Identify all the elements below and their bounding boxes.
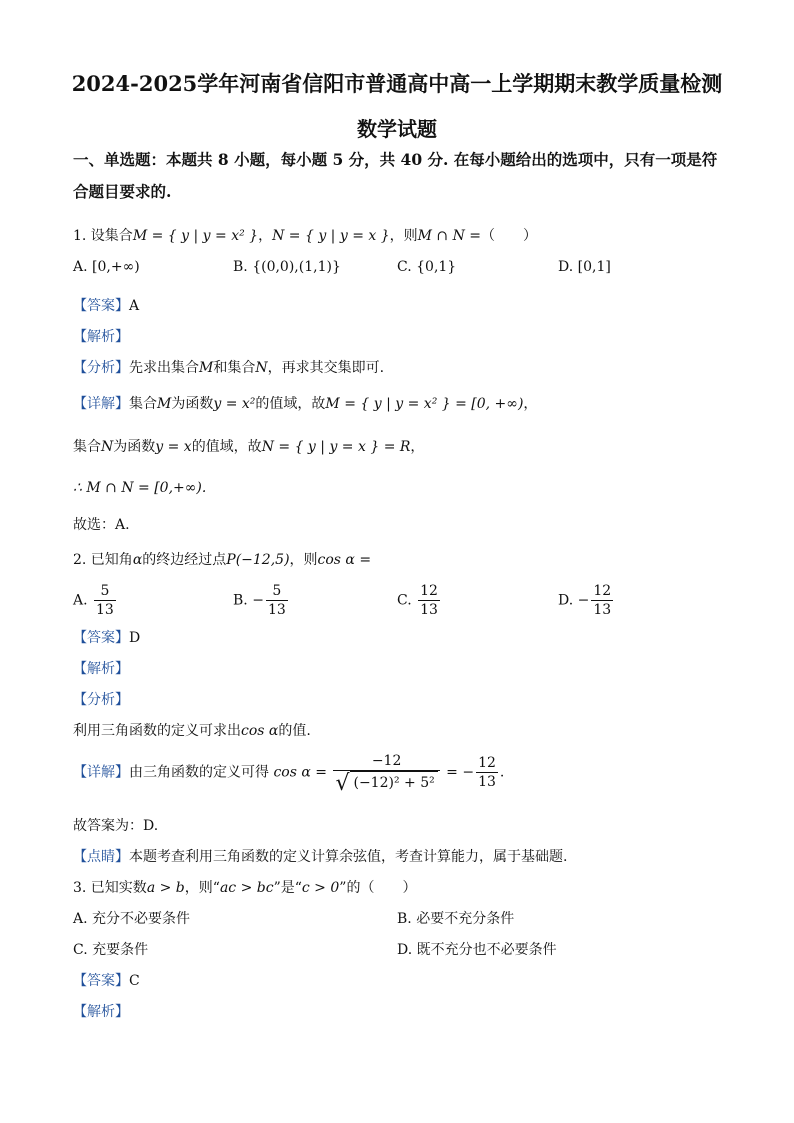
q2-option-b: B. − $\frac{5}{13}$ bbox=[233, 583, 286, 618]
q1-detail-line1: 【详解】集合M为函数y = x²的值域，故M = { y | y = x² } = [0, +∞)， bbox=[73, 396, 538, 412]
q1-blank: （ ） bbox=[481, 228, 538, 244]
q2-fenxi-label: 【分析】 bbox=[73, 692, 129, 708]
q1-option-d: D. [0,1] bbox=[558, 259, 611, 275]
q1-detail-line2: 集合N为函数y = x的值域，故N = { y | y = x } = R， bbox=[73, 439, 425, 455]
q3-analysis-label: 【解析】 bbox=[73, 1004, 129, 1020]
q3-stem: 3. 已知实数a > b，则“ac > bc”是“c > 0”的（ ） bbox=[73, 880, 417, 896]
q1-option-a: A. [0,+∞) bbox=[73, 259, 140, 275]
q1-option-c: C. {0,1} bbox=[397, 259, 457, 275]
q1-detail-line3: ∴ M ∩ N = [0,+∞). bbox=[73, 480, 207, 496]
q2-fenxi-text: 利用三角函数的定义可求出cos α的值. bbox=[73, 723, 311, 739]
q2-option-c: C. $\frac{12}{13}$ bbox=[397, 583, 438, 618]
q1-prefix: 1. 设集合 bbox=[73, 228, 133, 244]
q3-option-d: D. 既不充分也不必要条件 bbox=[397, 942, 557, 958]
q2-answer: 【答案】D bbox=[73, 630, 141, 646]
q2-conclusion: 故答案为：D. bbox=[73, 818, 159, 834]
q1-analysis-label: 【解析】 bbox=[73, 329, 129, 345]
q3-option-c: C. 充要条件 bbox=[73, 942, 149, 958]
q1-set-m: M = { y | y = x² } bbox=[132, 228, 259, 244]
q1-stem bbox=[73, 226, 537, 246]
page-title: 2024-2025学年河南省信阳市普通高中高一上学期期末教学质量检测 bbox=[71, 71, 723, 96]
q1-option-b: B. {(0,0),(1,1)} bbox=[233, 259, 341, 275]
q1-expr: M ∩ N = bbox=[417, 228, 482, 244]
section-heading-line2: 合题目要求的. bbox=[73, 182, 172, 201]
q1-fenxi: 【分析】先求出集合M和集合N，再求其交集即可. bbox=[73, 360, 385, 376]
q1-answer: 【答案】A bbox=[73, 298, 140, 314]
q1-comma: ， bbox=[258, 228, 273, 244]
q1-then: ，则 bbox=[389, 228, 418, 244]
q3-answer: 【答案】C bbox=[73, 973, 140, 989]
page-subtitle: 数学试题 bbox=[357, 117, 437, 141]
q3-option-b: B. 必要不充分条件 bbox=[397, 911, 515, 927]
section-heading-line1: 一、单选题：本题共 8 小题，每小题 5 分，共 40 分. 在每小题给出的选项中，只有一项是符 bbox=[73, 150, 718, 169]
q1-conclusion: 故选：A. bbox=[73, 517, 130, 533]
q2-detail: 【详解】由三角函数的定义可得 cos α = $\frac{-12}{\text{√ (−12)² + 5²}}$ = − $\frac{12}{13}$ . bbox=[73, 753, 505, 796]
q2-option-a: A. $\frac{5}{13}$ bbox=[73, 583, 114, 618]
q2-stem: 2. 已知角α的终边经过点P(−12,5)，则cos α = bbox=[73, 552, 372, 568]
q2-comment: 【点睛】本题考查利用三角函数的定义计算余弦值，考查计算能力，属于基础题. bbox=[73, 849, 568, 865]
q3-option-a: A. 充分不必要条件 bbox=[73, 911, 191, 927]
q2-analysis-label: 【解析】 bbox=[73, 661, 129, 677]
q1-set-n: N = { y | y = x } bbox=[272, 228, 390, 244]
q2-option-d: D. − $\frac{12}{13}$ bbox=[558, 583, 612, 618]
